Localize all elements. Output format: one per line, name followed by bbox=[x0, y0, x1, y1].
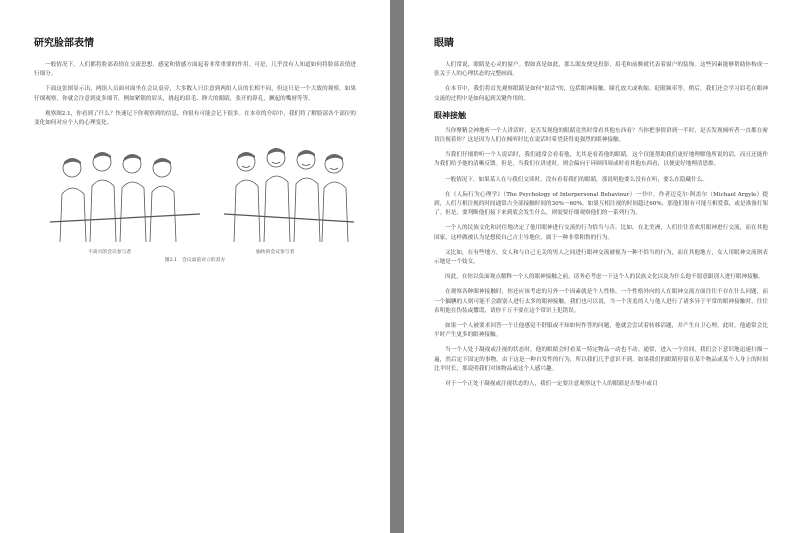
left-paragraph-3: 观察图2.1，你看到了什么？快速记下你观察到的信息，你很有可能会记下很多。在本章的介绍中，我们将了解脸部各个部位的变化如何对应个人的心理变化。 bbox=[34, 110, 356, 127]
happy-group-illustration bbox=[224, 134, 354, 242]
right-paragraph-5: 一个人的民族文化和居住地决定了他用眼神进行交流的行为恰当与否。比如，在北美洲，人们往往喜欢用眼神进行交流，而在其他国家，这样做被认为是想使自己占主导地位，属于一种非常粗鲁的行为。 bbox=[434, 225, 768, 241]
figure-meeting-illustration bbox=[34, 134, 356, 256]
page-gutter bbox=[390, 0, 404, 533]
right-paragraph-3: 一般情况下，如果某人在与我们交谈时，没有看着我们的眼睛，那说明他要么没有在听，要么在隐藏什么。 bbox=[445, 176, 708, 183]
right-paragraph-1: 当你聚精会神地听一个人讲话时，是否发现他的眼睛竟然时常看其他东西看？当你把事情讲到一半时，是否发现倾听者一直都在密切注视着你？这是因为人们在倾听时比在说话时希望获得更强烈的眼神接触。 bbox=[434, 127, 768, 144]
right-paragraph-4: 在《人际行为心理学》（The Psychology of Interpersonal Behaviour）一书中，作者迈克尔·阿盖尔（Michael Argyle）提到，人们互相注视的时间通常占全部接触时间的30%～60%。如果互相注视的时间超过60%，那他们很有可能互相爱慕，或是准备打架了。但是，要判断他们接下来到底会发生什么，则需要仔细观察他们的一系列行为。 bbox=[434, 191, 768, 217]
left-paragraph-1: 一般情况下，人们都将脸部表情在交流思想、感觉和情感方面起着非常重要的作用。可是，几乎没有人知道如何将脸部表情进行细分。 bbox=[34, 62, 356, 78]
right-paragraph-7: 因此，在你以负面观点解释一个人的眼神接触之前，请务必考虑一下这个人的民族文化以及为什么他不愿意跟别人进行眼神接触。 bbox=[445, 274, 764, 281]
unhappy-group-illustration bbox=[50, 134, 200, 242]
right-paragraph-9: 如果一个人被要求回答一个让他感觉不舒服或不知如何作答的问题，他就会尝试着转移话题，并产生自卫心理。此时，他通常会比平时产生更多的眼神接触。 bbox=[434, 323, 768, 339]
right-page bbox=[404, 0, 798, 533]
left-paragraph-2: 下面这张图显示出，两组人员面对面坐在会议桌旁，大多数人只注意到两组人员的长相不同，但这只是一个大致的观察。如果仔细观察，你就会注意到更多细节，例如紧锁的眉头，挑起的眉毛、睁大的眼睛，张开的鼻孔，撅起的嘴唇等等。 bbox=[34, 86, 356, 102]
right-paragraph-6: 又比如，在有些地方，女人和与自己无关的男人之间进行眼神交流被视为一种不恰当的行为，而在其他地方，女人用眼神交流则表示她是一个妓女。 bbox=[434, 249, 768, 266]
right-intro-2: 在本节中，我们将首先观察眼睛是如何"说话"的，包括眼神接触、瞳孔放大或收缩、眨眼频率等。稍后，我们还会学习眉毛在眼神交流的过程中是如何起到关键作用的。 bbox=[434, 86, 768, 102]
caption-happy: 愉快的会议参与者 bbox=[256, 250, 295, 256]
right-paragraph-10: 当一个人处于凝视或注视的状态时，他的眼睛会时看某一特定物品一动也不动。通常，进入一个房间，我们会下意识地迅速扫描一遍，然后定下固定的事物。由于这是一种自发性的行为，所以我们几乎意识不到。如果我们的眼睛停留在某个物品或某个人身上的时间比平时长，那说明我们对该物品或这个人感兴趣。 bbox=[434, 347, 768, 372]
right-paragraph-8: 在观察各种眼神接触时，你还应该考虑的另外一个因素就是个人性格。一个性格外向的人在眼神交流方面往往不存在什么问题，而一个腼腆的人则可能不会跟别人进行太多的眼神接触。我们也可以说，当一个害羞的人与他人进行了诸多异于平常的眼神接触时，往往表明他在伪装或撒谎，请你千万不要在这个常识上犯错误。 bbox=[434, 289, 768, 314]
right-intro-1: 人们常说，眼睛是心灵的窗户。假如真是如此，那么眼皮便是投影，眉毛和前额就代表着窗户的装饰。这些因素能够帮助你构成一张关于人的心理状态的完整画面。 bbox=[434, 62, 768, 78]
section-title-eye-contact: 眼神接触 bbox=[434, 109, 466, 120]
figure-caption: 图2.1 会议桌前对立的双方 bbox=[164, 258, 226, 264]
page-title-left: 研究脸部表情 bbox=[34, 38, 94, 49]
page-title-right: 眼睛 bbox=[434, 38, 454, 49]
caption-unhappy: 不高兴的会议参与者 bbox=[88, 250, 132, 256]
right-paragraph-2: 当我们仔细聆听一个人说话时，我们通常会看着他，尤其是看着他的眼睛。这个仅能帮助我们更好地理解他所说的话，而且还能作为我们给予他的清晰反馈。但是，当我们在讲述时，则会偏向于环顾四周或时看其他东西看，以便更好地理清思维。 bbox=[434, 152, 768, 168]
left-page bbox=[0, 0, 390, 533]
right-paragraph-11: 对于一个正处于凝视或注视状态的人，我们一定要注意观察这个人的眼睛是否集中或目 bbox=[445, 381, 658, 388]
